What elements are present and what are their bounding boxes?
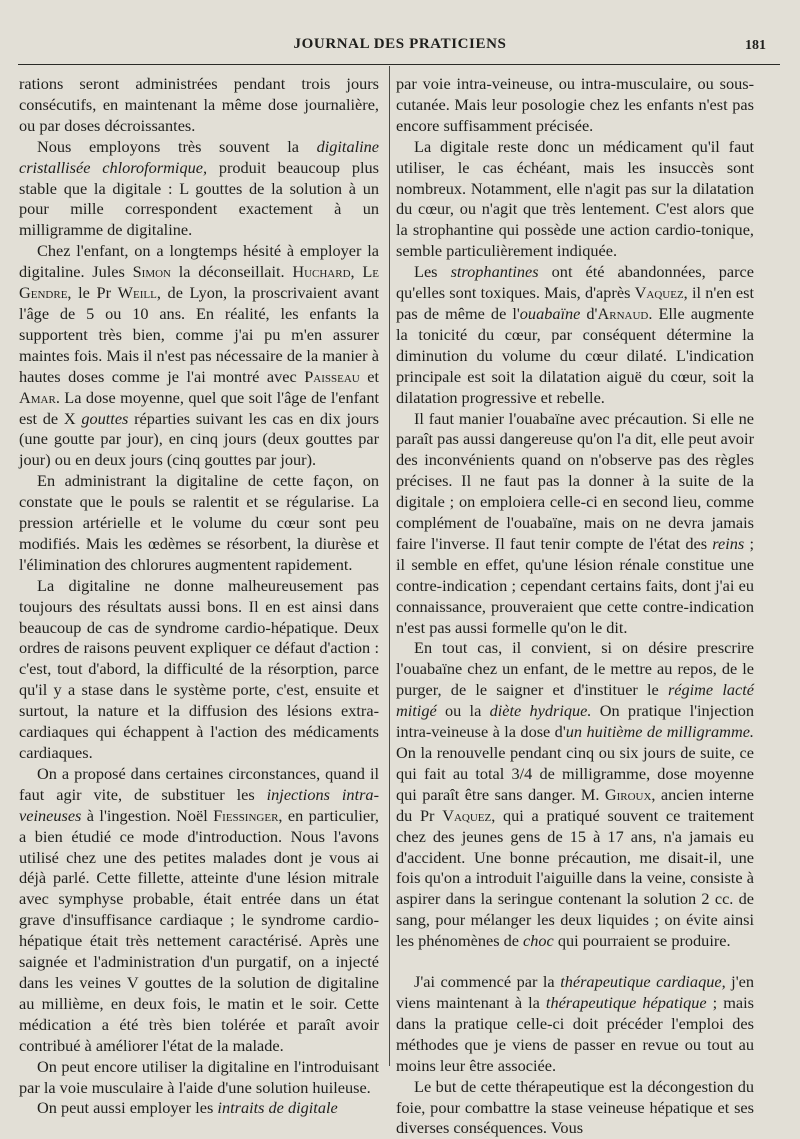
text-run: On peut aussi employer les xyxy=(37,1098,218,1118)
text-run: à l'ingestion. Noël xyxy=(81,805,214,825)
text-run: ; il semble en effet, qu'une lésion rénale constitue une contre-indication ; cependant certains faits, dont j'ai eu connaissance, prouveraient que cette contre-indication n'est pas aussi formelle qu'on le dit. xyxy=(396,533,754,637)
text-run: , ancien interne du Pr xyxy=(396,784,754,825)
text-run: la déconseillait. xyxy=(171,262,293,282)
text-run: J'ai commencé par la xyxy=(414,972,561,992)
paragraph xyxy=(19,576,379,764)
italic-text: gouttes xyxy=(81,408,129,428)
italic-text: diète hydrique. xyxy=(489,701,592,721)
text-run: produit beaucoup plus stable que la digitale : L gouttes de la solution à un pour mille correspondent exactement à un milligramme de digitaline. xyxy=(19,157,380,240)
paragraph xyxy=(19,74,379,137)
italic-text: reins xyxy=(712,533,745,553)
text-run: qui pourraient se produire. xyxy=(553,931,731,951)
paragraph xyxy=(396,262,754,408)
text-run: Le but de cette thérapeutique est la décongestion du foie, pour combattre la stase veineuse hépatique et ses diverses conséquences. Vous xyxy=(396,1076,754,1138)
text-run: réparties suivant les cas en dix jours (une goutte par jour), en cinq jours (deux gouttes par jour) ou en deux jours (cinq gouttes par jour). xyxy=(19,408,380,470)
paragraph xyxy=(19,1057,379,1099)
paragraph xyxy=(396,1077,754,1139)
journal-title: JOURNAL DES PRATICIENS xyxy=(293,36,507,52)
text-run: On la renouvelle pendant cinq ou six jours de suite, ce qui fait au total 3/4 de milligramme, dose moyenne qui paraît être sans danger. M. xyxy=(396,743,754,804)
paragraph xyxy=(19,764,379,1057)
text-run: ; mais dans la pratique celle-ci doit précéder l'emploi des méthodes que je viens de passer en revue ou tout au moins leur être associée. xyxy=(396,992,755,1075)
italic-text: strophantines xyxy=(450,262,539,282)
text-run: , en particulier, a bien étudié ce mode d'introduction. Nous l'avons utilisé chez une des petites malades dont je vous ai déjà parlé. Cette fillette, atteinte d'une lésion mitrale avec symphyse probable, était entrée dans un état grave d'insuffisance cardiaque ; le syndrome cardio-hépatique était très nettement caractérisé. Après une saignée et l'administration d'un purgatif, on a injecté dans les veines V gouttes de la solution de digitaline au millième, en deux fois, le matin et le soir. Cette médication a été très bien tolérée et paraît avoir contribué à améliorer l'état de la malade. xyxy=(19,805,379,1055)
italic-text: un huitième de milligramme. xyxy=(565,722,754,742)
text-run: Les xyxy=(414,262,451,282)
text-run: Nous employons très souvent la xyxy=(37,136,317,156)
text-run: On peut encore utiliser la digitaline en l'introduisant par la voie musculaire à l'aide d'une solution huileuse. xyxy=(19,1056,379,1097)
paragraph xyxy=(396,972,754,1077)
text-run: Il faut manier l'ouabaïne avec précaution. Si elle ne paraît pas aussi dangereuse qu'on l'a dit, elle peut avoir des inconvénients quand on n'observe pas des règles précises. Il ne faut pas la donner à la suite de la digitale ; on emploiera celle-ci en second lieu, comme complément de l'ouabaïne, mais on ne devra jamais faire l'inverse. Il faut tenir compte de l'état des xyxy=(396,408,754,553)
author-name: Vaquez xyxy=(442,805,492,825)
author-name: Giroux xyxy=(604,784,652,804)
italic-text: choc xyxy=(523,931,554,951)
text-run: ou la xyxy=(436,701,490,721)
column-divider xyxy=(389,66,390,1066)
paragraph xyxy=(396,638,754,952)
text-run: On a proposé dans certaines circonstances, quand il faut agir vite, de substituer les xyxy=(19,763,379,804)
paragraph xyxy=(396,74,754,137)
text-run: j'en viens maintenant à la xyxy=(396,972,755,1012)
italic-text: injections intra-veineuses xyxy=(19,784,379,825)
text-run: . Elle augmente la tonicité du cœur, par conséquent détermine la diminution du volume du cœur dilaté. L'indication principale est soit la dilatation aiguë du cœur, soit la dilatation progressive et rebelle. xyxy=(396,303,754,407)
text-run: d' xyxy=(580,303,598,323)
text-run: ont été abandonnées, parce qu'elles sont toxiques. Mais, d'après xyxy=(396,262,754,303)
text-run: . La dose moyenne, quel que soit l'âge de l'enfant est de X xyxy=(19,387,379,428)
italic-text: thérapeutique hépatique xyxy=(545,992,707,1012)
italic-text: ouabaïne xyxy=(519,303,581,323)
author-name: Paisseau xyxy=(304,366,360,386)
text-run: et xyxy=(359,366,379,386)
author-name: Fiessinger xyxy=(213,805,279,825)
author-name: Huchard xyxy=(292,262,351,282)
text-run: En administrant la digitaline de cette façon, on constate que le pouls se ralentit et se régularise. La pression artérielle et le volume du cœur sont peu modifiés. Mais les œdèmes se résorbent, la diurèse et l'élimination des chlorures augmentent rapidement. xyxy=(19,471,379,574)
paragraph xyxy=(396,409,754,639)
italic-text: thérapeutique cardiaque, xyxy=(560,972,726,992)
author-name: Weill xyxy=(117,283,157,303)
paragraph xyxy=(19,137,379,242)
author-name: Simon xyxy=(132,262,171,282)
text-run: La digitaline ne donne malheureusement pas toujours des résultats aussi bons. Il en est ainsi dans beaucoup de cas de syndrome cardio-hépatique. Deux ordres de raisons peuvent expliquer ce défaut d'action : c'est, tout d'abord, la difficulté de la résorption, parce qu'il y a stase dans le système porte, c'est, ensuite et surtout, la nature et la diffusion des lésions extra-cardiaques qui échappent à l'action des médicaments cardiaques. xyxy=(19,575,379,762)
text-run: , de Lyon, la proscrivaient avant l'âge de 5 ou 10 ans. En réalité, les enfants la supportent très bien, comme j'ai pu m'en assurer maintes fois. Mais il n'est pas nécessaire de la manier à hautes doses comme je l'ai montré avec xyxy=(19,283,380,386)
paragraph xyxy=(396,137,754,262)
text-run: par voie intra-veineuse, ou intra-musculaire, ou sous-cutanée. Mais leur posologie chez les enfants n'est pas encore suffisamment précisée. xyxy=(396,74,754,135)
right-column xyxy=(396,74,754,1139)
page-number: 181 xyxy=(745,38,766,53)
header-rule xyxy=(18,64,780,65)
text-run: On pratique l'injection intra-veineuse à la dose d' xyxy=(396,701,754,742)
left-column xyxy=(19,74,379,1119)
paragraph xyxy=(19,1098,379,1119)
text-run: , il n'en est pas de même de l' xyxy=(396,283,755,323)
italic-text: intraits de digitale xyxy=(217,1098,338,1118)
text-run: , qui a pratiqué souvent ce traitement chez des jeunes gens de 15 à 17 ans, n'a jamais eu d'accident. Une bonne précaution, me disait-il, une fois qu'on a introduit l'aiguille dans la veine, consiste à aspirer dans la seringue contenant la solution 2 cc. de sang, pour mélanger les deux liquides ; on évite ainsi les phénomènes de xyxy=(396,805,755,951)
author-name: Arnaud xyxy=(597,303,649,323)
text-run: En tout cas, il convient, si on désire prescrire l'ouabaïne chez un enfant, de le mettre au repos, de le purger, de le saigner et d'instituer le xyxy=(396,638,754,700)
author-name: Vaquez xyxy=(634,283,684,303)
text-run: La digitale reste donc un médicament qu'il faut utiliser, le cas échéant, mais les insuccès sont nombreux. Notamment, elle n'agit pas sur la dilatation du cœur, ou n'agit que très lentement. C'est alors que la strophantine qui possède une action cardio-tonique, semble particulièrement indiquée. xyxy=(396,136,754,261)
text-run: Chez l'enfant, on a longtemps hésité à employer la digitaline. Jules xyxy=(19,241,379,282)
paragraph xyxy=(19,471,379,576)
italic-text: digitaline cristallisée chloroformique, xyxy=(19,136,379,177)
text-run: , le Pr xyxy=(67,283,118,303)
italic-text: régime lacté mitigé xyxy=(396,680,754,721)
text-run: rations seront administrées pendant trois jours consécutifs, en maintenant la même dose journalière, ou par doses décroissantes. xyxy=(19,74,379,135)
author-name: Le Gendre xyxy=(19,262,380,303)
paragraph xyxy=(19,241,379,471)
text-run: , xyxy=(350,262,363,282)
author-name: Amar xyxy=(19,387,56,407)
running-header xyxy=(0,36,800,60)
